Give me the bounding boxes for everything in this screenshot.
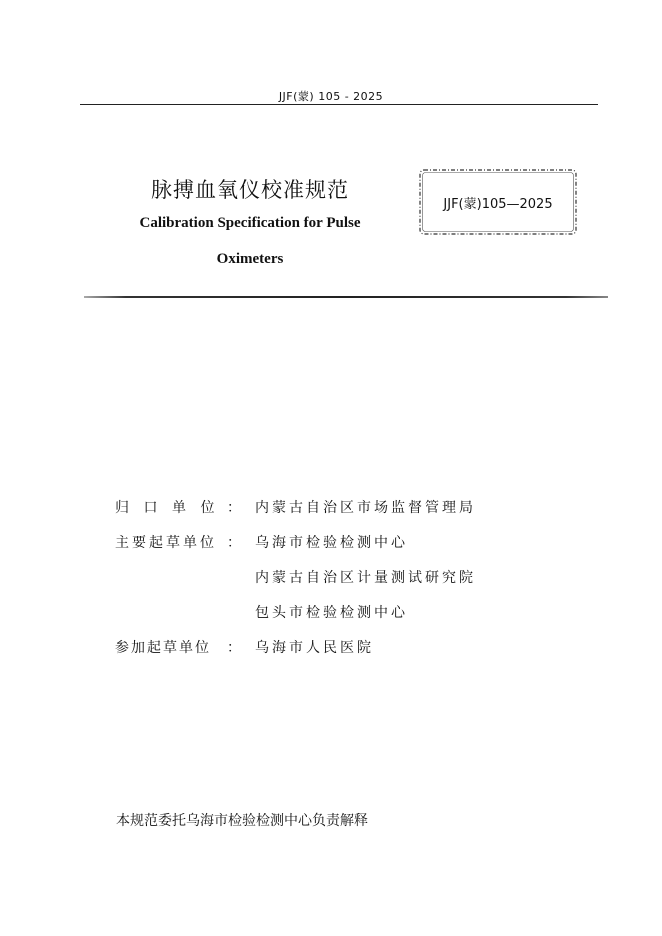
title-english-line1: Calibration Specification for Pulse	[139, 215, 361, 231]
unit-row-main-drafters-3	[115, 602, 476, 637]
title-chinese: 脉搏血氧仪校准规范	[151, 178, 349, 202]
unit-value-main-drafter-1: 乌海市检验检测中心	[255, 535, 408, 551]
header-rule	[80, 104, 598, 105]
unit-colon: ：	[227, 640, 241, 656]
main-rule	[84, 296, 608, 298]
unit-row-responsible	[115, 497, 476, 532]
unit-colon: ：	[227, 535, 241, 551]
unit-value-main-drafter-3: 包头市检验检测中心	[255, 605, 408, 621]
unit-value-participant-1: 乌海市人民医院	[255, 640, 374, 656]
unit-label-responsible: 归口单位	[115, 500, 229, 516]
unit-value-main-drafter-2: 内蒙古自治区计量测试研究院	[255, 570, 476, 586]
unit-label-main-drafters: 主要起草单位	[115, 535, 217, 551]
unit-label-participants: 参加起草单位	[115, 640, 211, 656]
header-code: JJF(蒙) 105 - 2025	[278, 90, 384, 103]
code-box	[418, 168, 578, 236]
code-box-text: JJF(蒙)105—2025	[443, 197, 553, 212]
unit-row-main-drafters	[115, 532, 476, 567]
title-english-line2: Oximeters	[216, 251, 284, 267]
units-section	[115, 497, 476, 672]
unit-row-main-drafters-2	[115, 567, 476, 602]
footer-note: 本规范委托乌海市检验检测中心负责解释	[116, 813, 368, 829]
unit-value-responsible: 内蒙古自治区市场监督管理局	[255, 500, 476, 516]
unit-row-participants	[115, 637, 476, 672]
unit-colon: ：	[227, 500, 241, 516]
